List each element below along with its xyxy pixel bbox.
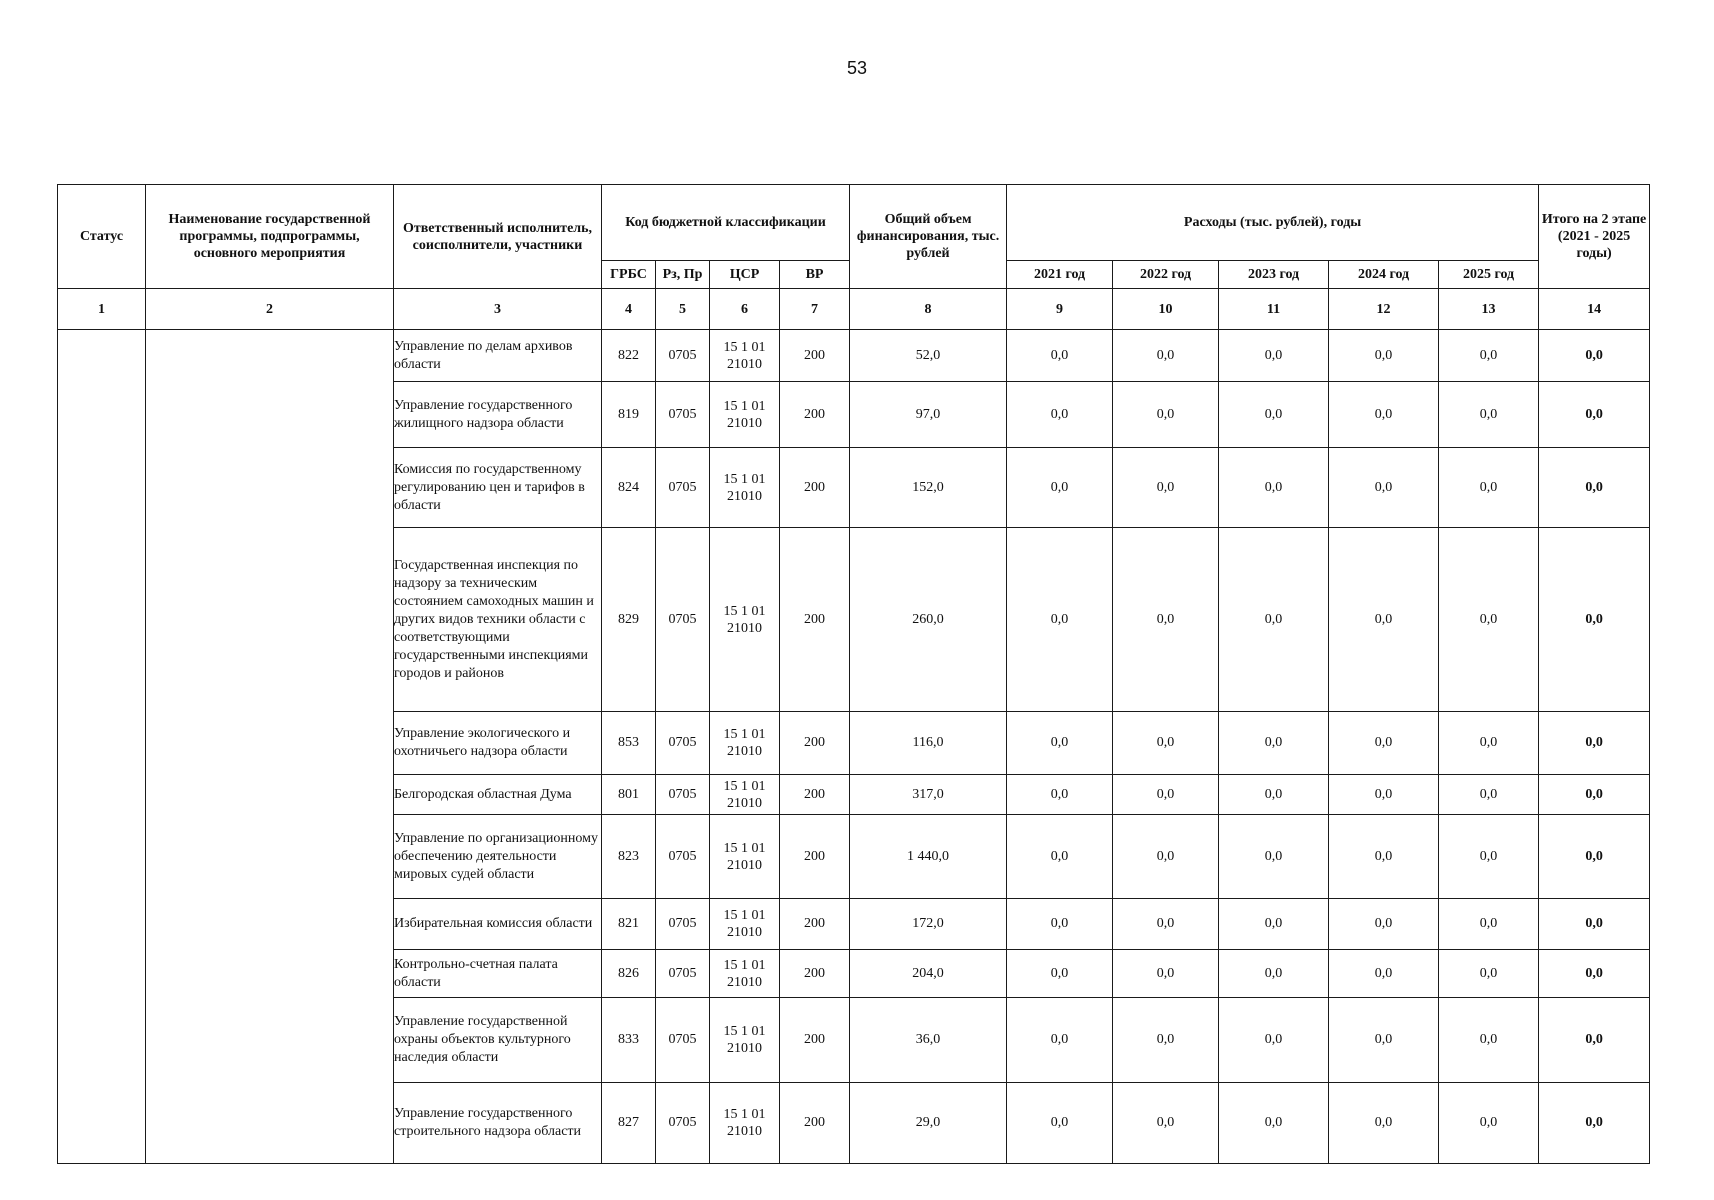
column-number: 8 (850, 289, 1007, 330)
year-2021-cell: 0,0 (1007, 712, 1113, 775)
year-2023-cell: 0,0 (1219, 998, 1329, 1083)
csr-cell (710, 1083, 780, 1164)
header-executor: Ответственный исполнитель, соисполнители, участники (394, 185, 602, 289)
grbs-cell: 801 (602, 775, 656, 815)
csr-cell (710, 528, 780, 712)
stage-total-cell: 0,0 (1539, 330, 1650, 382)
year-2021-cell: 0,0 (1007, 775, 1113, 815)
year-2024-cell: 0,0 (1329, 899, 1439, 950)
vr-cell: 200 (780, 950, 850, 998)
year-2023-cell: 0,0 (1219, 330, 1329, 382)
csr-line-2: 21010 (727, 925, 762, 940)
csr-line-1: 15 1 01 (723, 727, 766, 742)
rz-pr-cell: 0705 (656, 712, 710, 775)
year-2024-cell: 0,0 (1329, 815, 1439, 899)
rz-pr-cell: 0705 (656, 330, 710, 382)
header-program-name: Наименование государственной программы, подпрограммы, основного мероприятия (146, 185, 394, 289)
year-2022-cell: 0,0 (1113, 712, 1219, 775)
csr-line-1: 15 1 01 (723, 1107, 766, 1122)
header-stage-total: Итого на 2 этапе (2021 - 2025 годы) (1539, 185, 1650, 289)
grbs-cell: 853 (602, 712, 656, 775)
vr-cell: 200 (780, 528, 850, 712)
year-2023-cell: 0,0 (1219, 1083, 1329, 1164)
year-2024-cell: 0,0 (1329, 998, 1439, 1083)
csr-line-1: 15 1 01 (723, 908, 766, 923)
csr-line-2: 21010 (727, 795, 762, 811)
csr-line-2: 21010 (727, 857, 762, 873)
year-2022-cell: 0,0 (1113, 899, 1219, 950)
stage-total-cell: 0,0 (1539, 950, 1650, 998)
csr-cell (710, 815, 780, 899)
grbs-cell: 826 (602, 950, 656, 998)
stage-total-cell: 0,0 (1539, 528, 1650, 712)
grbs-cell: 819 (602, 382, 656, 448)
year-2022-cell: 0,0 (1113, 382, 1219, 448)
total-cell: 1 440,0 (850, 815, 1007, 899)
rz-pr-cell: 0705 (656, 998, 710, 1083)
year-2025-cell: 0,0 (1439, 528, 1539, 712)
year-2024-cell: 0,0 (1329, 528, 1439, 712)
total-cell: 260,0 (850, 528, 1007, 712)
csr-line-2: 21010 (727, 356, 762, 372)
csr-cell (710, 950, 780, 998)
column-number: 10 (1113, 289, 1219, 330)
rz-pr-cell: 0705 (656, 448, 710, 528)
header-status: Статус (58, 185, 146, 289)
column-number: 11 (1219, 289, 1329, 330)
year-2022-cell: 0,0 (1113, 528, 1219, 712)
year-2021-cell: 0,0 (1007, 330, 1113, 382)
executor-cell: Управление экологического и охотничьего надзора области (394, 712, 602, 775)
year-2022-cell: 0,0 (1113, 448, 1219, 528)
csr-cell (710, 712, 780, 775)
grbs-cell: 833 (602, 998, 656, 1083)
header-year-2023: 2023 год (1219, 261, 1329, 289)
column-number: 4 (602, 289, 656, 330)
vr-cell: 200 (780, 448, 850, 528)
column-number: 2 (146, 289, 394, 330)
year-2025-cell: 0,0 (1439, 815, 1539, 899)
rz-pr-cell: 0705 (656, 775, 710, 815)
header-grbs: ГРБС (602, 261, 656, 289)
table-row (58, 330, 1650, 382)
csr-line-2: 21010 (727, 744, 762, 759)
total-cell: 97,0 (850, 382, 1007, 448)
csr-cell (710, 448, 780, 528)
total-cell: 172,0 (850, 899, 1007, 950)
year-2022-cell: 0,0 (1113, 1083, 1219, 1164)
grbs-cell: 823 (602, 815, 656, 899)
header-row-1 (58, 185, 1650, 261)
column-number: 13 (1439, 289, 1539, 330)
year-2021-cell: 0,0 (1007, 448, 1113, 528)
vr-cell: 200 (780, 899, 850, 950)
year-2025-cell: 0,0 (1439, 775, 1539, 815)
header-year-2025: 2025 год (1439, 261, 1539, 289)
stage-total-cell: 0,0 (1539, 712, 1650, 775)
csr-cell (710, 899, 780, 950)
year-2024-cell: 0,0 (1329, 1083, 1439, 1164)
grbs-cell: 822 (602, 330, 656, 382)
year-2025-cell: 0,0 (1439, 448, 1539, 528)
year-2025-cell: 0,0 (1439, 950, 1539, 998)
csr-line-1: 15 1 01 (723, 957, 766, 973)
executor-cell: Избирательная комиссия области (394, 899, 602, 950)
year-2023-cell: 0,0 (1219, 712, 1329, 775)
year-2021-cell: 0,0 (1007, 815, 1113, 899)
total-cell: 204,0 (850, 950, 1007, 998)
year-2022-cell: 0,0 (1113, 330, 1219, 382)
year-2022-cell: 0,0 (1113, 998, 1219, 1083)
year-2023-cell: 0,0 (1219, 382, 1329, 448)
total-cell: 317,0 (850, 775, 1007, 815)
vr-cell: 200 (780, 815, 850, 899)
stage-total-cell: 0,0 (1539, 998, 1650, 1083)
csr-cell (710, 382, 780, 448)
year-2021-cell: 0,0 (1007, 528, 1113, 712)
csr-line-1: 15 1 01 (723, 398, 766, 414)
header-budget-code: Код бюджетной классификации (602, 185, 850, 261)
column-number: 3 (394, 289, 602, 330)
year-2025-cell: 0,0 (1439, 382, 1539, 448)
stage-total-cell: 0,0 (1539, 775, 1650, 815)
csr-line-2: 21010 (727, 488, 762, 504)
program-name-cell (146, 330, 394, 1164)
total-cell: 152,0 (850, 448, 1007, 528)
executor-cell: Управление государственного жилищного надзора области (394, 382, 602, 448)
rz-pr-cell: 0705 (656, 899, 710, 950)
rz-pr-cell: 0705 (656, 815, 710, 899)
total-cell: 29,0 (850, 1083, 1007, 1164)
csr-line-2: 21010 (727, 620, 762, 636)
year-2021-cell: 0,0 (1007, 998, 1113, 1083)
csr-line-1: 15 1 01 (723, 471, 766, 487)
year-2024-cell: 0,0 (1329, 950, 1439, 998)
stage-total-cell: 0,0 (1539, 899, 1650, 950)
csr-cell (710, 775, 780, 815)
year-2023-cell: 0,0 (1219, 775, 1329, 815)
stage-total-cell: 0,0 (1539, 382, 1650, 448)
year-2025-cell: 0,0 (1439, 899, 1539, 950)
year-2021-cell: 0,0 (1007, 899, 1113, 950)
executor-cell: Управление по делам архивов области (394, 330, 602, 382)
year-2023-cell: 0,0 (1219, 815, 1329, 899)
column-number: 9 (1007, 289, 1113, 330)
csr-line-1: 15 1 01 (723, 603, 766, 619)
vr-cell: 200 (780, 1083, 850, 1164)
vr-cell: 200 (780, 712, 850, 775)
csr-line-1: 15 1 01 (723, 339, 766, 355)
vr-cell: 200 (780, 330, 850, 382)
year-2024-cell: 0,0 (1329, 712, 1439, 775)
year-2025-cell: 0,0 (1439, 712, 1539, 775)
year-2021-cell: 0,0 (1007, 1083, 1113, 1164)
vr-cell: 200 (780, 382, 850, 448)
header-expenses: Расходы (тыс. рублей), годы (1007, 185, 1539, 261)
total-cell: 52,0 (850, 330, 1007, 382)
executor-cell: Управление государственного строительного надзора области (394, 1083, 602, 1164)
page-number: 53 (846, 58, 868, 78)
executor-cell: Управление государственной охраны объектов культурного наследия области (394, 998, 602, 1083)
stage-total-cell: 0,0 (1539, 1083, 1650, 1164)
grbs-cell: 824 (602, 448, 656, 528)
column-number-row (58, 289, 1650, 330)
vr-cell: 200 (780, 775, 850, 815)
header-csr: ЦСР (710, 261, 780, 289)
year-2025-cell: 0,0 (1439, 1083, 1539, 1164)
column-number: 1 (58, 289, 146, 330)
rz-pr-cell: 0705 (656, 950, 710, 998)
csr-line-1: 15 1 01 (723, 1024, 766, 1039)
year-2022-cell: 0,0 (1113, 815, 1219, 899)
year-2021-cell: 0,0 (1007, 950, 1113, 998)
rz-pr-cell: 0705 (656, 1083, 710, 1164)
csr-line-2: 21010 (727, 415, 762, 431)
csr-line-2: 21010 (727, 974, 762, 990)
vr-cell: 200 (780, 998, 850, 1083)
status-cell (58, 330, 146, 1164)
header-year-2021: 2021 год (1007, 261, 1113, 289)
stage-total-cell: 0,0 (1539, 448, 1650, 528)
grbs-cell: 821 (602, 899, 656, 950)
year-2023-cell: 0,0 (1219, 899, 1329, 950)
grbs-cell: 829 (602, 528, 656, 712)
stage-total-cell: 0,0 (1539, 815, 1650, 899)
year-2025-cell: 0,0 (1439, 998, 1539, 1083)
csr-line-1: 15 1 01 (723, 840, 766, 856)
column-number: 6 (710, 289, 780, 330)
csr-line-2: 21010 (727, 1041, 762, 1056)
year-2024-cell: 0,0 (1329, 448, 1439, 528)
table-body (58, 330, 1650, 1164)
csr-line-2: 21010 (727, 1124, 762, 1139)
header-year-2024: 2024 год (1329, 261, 1439, 289)
csr-cell (710, 998, 780, 1083)
year-2025-cell: 0,0 (1439, 330, 1539, 382)
year-2022-cell: 0,0 (1113, 950, 1219, 998)
executor-cell: Управление по организационному обеспечению деятельности мировых судей области (394, 815, 602, 899)
header-rz-pr: Рз, Пр (656, 261, 710, 289)
budget-table (57, 184, 1650, 1164)
column-number: 12 (1329, 289, 1439, 330)
year-2024-cell: 0,0 (1329, 330, 1439, 382)
csr-line-1: 15 1 01 (723, 778, 766, 794)
column-number: 14 (1539, 289, 1650, 330)
year-2022-cell: 0,0 (1113, 775, 1219, 815)
header-year-2022: 2022 год (1113, 261, 1219, 289)
column-number: 7 (780, 289, 850, 330)
executor-cell: Контрольно-счетная палата области (394, 950, 602, 998)
year-2023-cell: 0,0 (1219, 448, 1329, 528)
header-vr: ВР (780, 261, 850, 289)
rz-pr-cell: 0705 (656, 528, 710, 712)
executor-cell: Комиссия по государственному регулированию цен и тарифов в области (394, 448, 602, 528)
year-2023-cell: 0,0 (1219, 528, 1329, 712)
year-2021-cell: 0,0 (1007, 382, 1113, 448)
year-2024-cell: 0,0 (1329, 775, 1439, 815)
total-cell: 36,0 (850, 998, 1007, 1083)
total-cell: 116,0 (850, 712, 1007, 775)
executor-cell: Государственная инспекция по надзору за техническим состоянием самоходных машин и других видов техники области с соответствующими государственными инспекциями городов и районов (394, 528, 602, 712)
csr-cell (710, 330, 780, 382)
grbs-cell: 827 (602, 1083, 656, 1164)
column-number: 5 (656, 289, 710, 330)
year-2023-cell: 0,0 (1219, 950, 1329, 998)
year-2024-cell: 0,0 (1329, 382, 1439, 448)
executor-cell: Белгородская областная Дума (394, 775, 602, 815)
header-total-volume: Общий объем финансирования, тыс. рублей (850, 185, 1007, 289)
rz-pr-cell: 0705 (656, 382, 710, 448)
